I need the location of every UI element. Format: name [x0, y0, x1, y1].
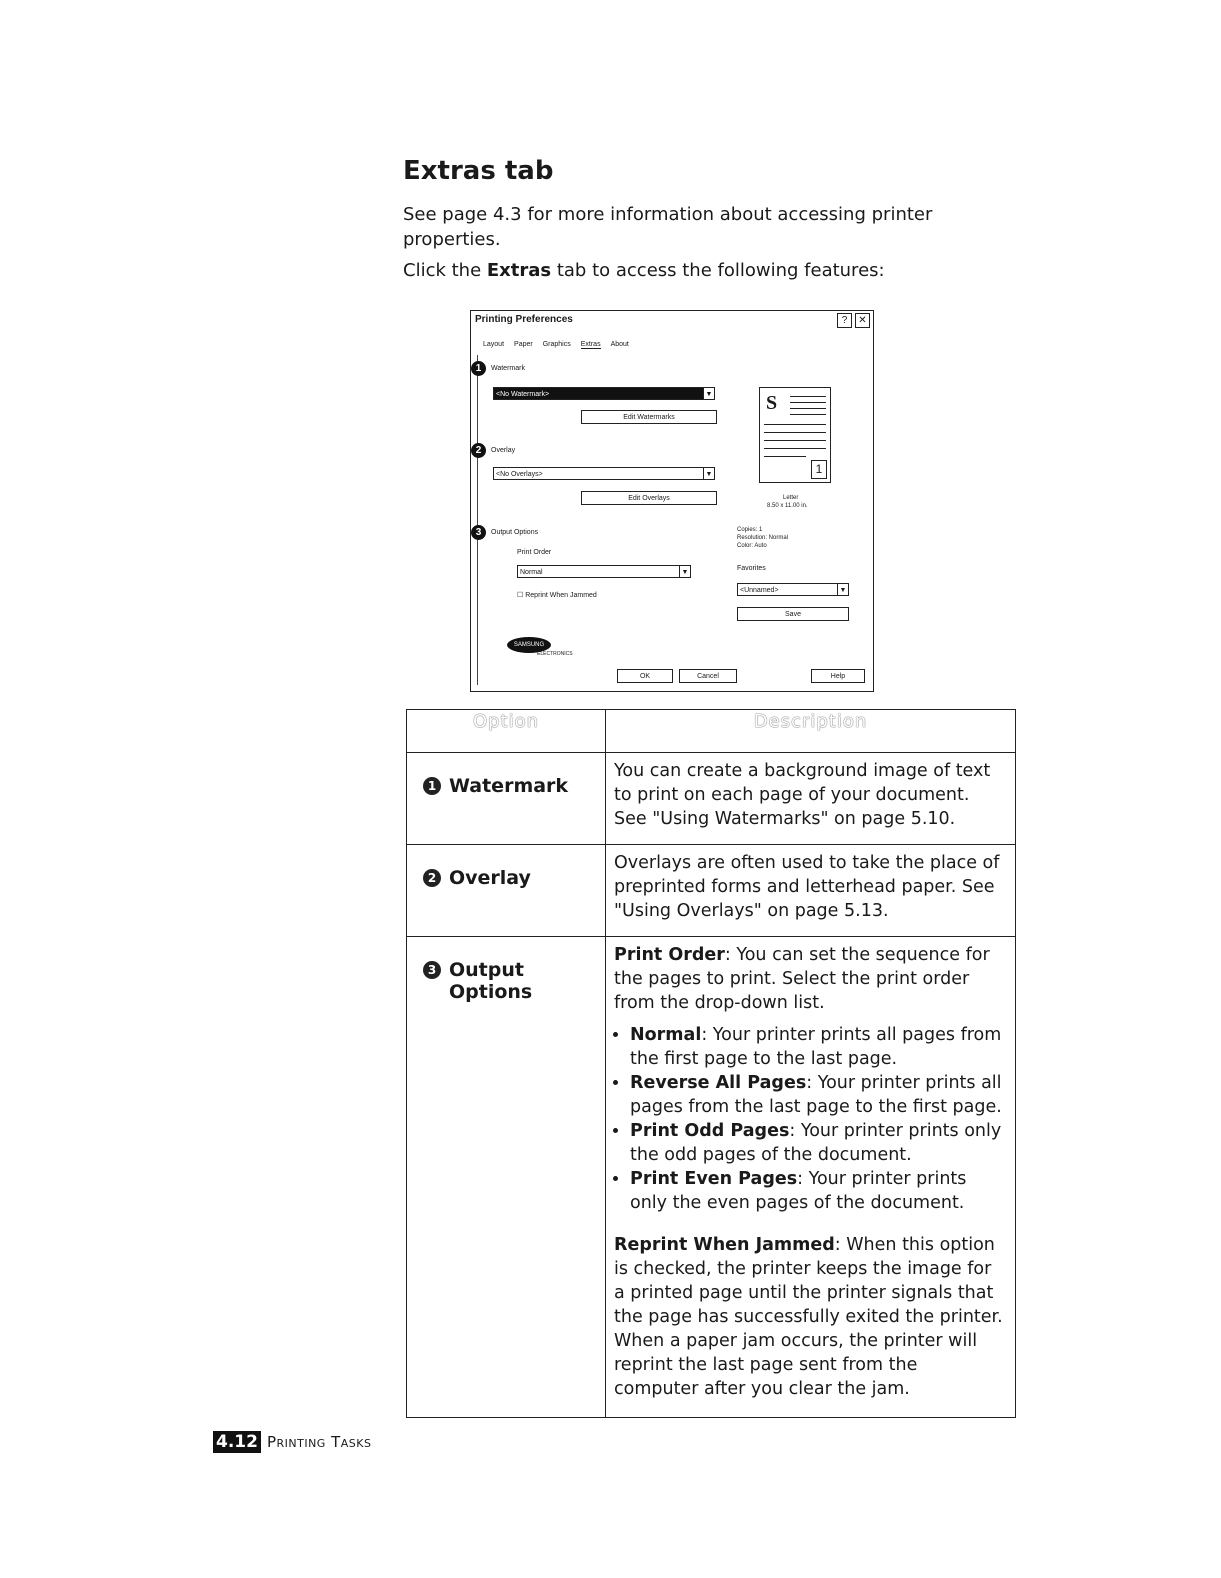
list-item: [630, 1023, 1007, 1071]
printing-preferences-dialog: [470, 310, 874, 692]
callout-badge-2: 2: [471, 443, 486, 458]
section-heading: Extras tab: [403, 156, 554, 186]
tab-layout[interactable]: Layout: [483, 341, 505, 348]
dialog-title: Printing Preferences: [475, 314, 573, 325]
watermark-select[interactable]: [493, 387, 715, 400]
resolution-info: Resolution: Normal: [737, 535, 789, 541]
reprint-paragraph: [614, 1233, 1007, 1401]
tab-about[interactable]: About: [610, 341, 629, 348]
preview-line: [790, 414, 826, 415]
option-cell: [407, 937, 606, 1418]
favorites-label: Favorites: [737, 565, 766, 572]
table-row: [407, 753, 1016, 845]
table-row: [407, 937, 1016, 1418]
bullet-text: : Your printer prints only the even pages of the document.: [630, 1169, 967, 1213]
list-item: [630, 1119, 1007, 1167]
output-options-label: Output Options: [491, 529, 539, 536]
overlay-select[interactable]: [493, 467, 715, 480]
preview-line: [790, 402, 826, 403]
option-header: Option: [407, 710, 606, 753]
watermark-select-value: <No Watermark>: [496, 391, 550, 398]
preview-letter: S: [766, 392, 778, 414]
bullet-text: : Your printer prints all pages from the first page to the last page.: [630, 1025, 1002, 1069]
overlay-label: Overlay: [491, 447, 516, 454]
table-row: [407, 845, 1016, 937]
cancel-button[interactable]: Cancel: [679, 669, 737, 683]
edit-watermarks-button[interactable]: Edit Watermarks: [581, 410, 717, 424]
bullet-text: : Your printer prints all pages from the last page to the first page.: [630, 1073, 1002, 1117]
reprint-term: Reprint When Jammed: [614, 1235, 835, 1255]
bullet-term: Print Even Pages: [630, 1169, 798, 1189]
chevron-down-icon: ▼: [679, 566, 690, 577]
dialog-tabs: [483, 341, 629, 349]
watermark-label: Watermark: [491, 365, 525, 372]
tab-graphics[interactable]: Graphics: [542, 341, 571, 348]
preview-line: [764, 440, 826, 441]
print-order-paragraph: [614, 943, 1007, 1015]
page-number: 4.12: [213, 1431, 261, 1453]
print-order-label: Print Order: [517, 549, 552, 556]
chevron-down-icon: ▼: [703, 388, 714, 399]
description-cell: [606, 937, 1016, 1418]
chevron-down-icon: ▼: [703, 468, 714, 479]
dialog-title-buttons: [837, 313, 870, 328]
copies-info: Copies: 1: [737, 527, 763, 533]
features-table: [406, 709, 1016, 1418]
table-header-row: [407, 710, 1016, 753]
favorites-value: <Unnamed>: [740, 587, 779, 594]
option-number-badge: 1: [423, 777, 441, 795]
edit-overlays-button[interactable]: Edit Overlays: [581, 491, 717, 505]
list-item: [630, 1071, 1007, 1119]
description-header: Description: [606, 710, 1016, 753]
intro-suffix: tab to access the following features:: [551, 260, 885, 281]
print-order-select[interactable]: [517, 565, 691, 578]
reprint-text: : When this option is checked, the printer keeps the image for a printed page until the printer signals that the page has successfully exited the printer. When a paper jam occurs, the printer will reprint the last page sent from the computer after you clear the jam.: [614, 1235, 1003, 1399]
option-cell: [407, 753, 606, 845]
bullet-term: Print Odd Pages: [630, 1121, 790, 1141]
print-order-value: Normal: [520, 569, 543, 576]
bullet-term: Reverse All Pages: [630, 1073, 807, 1093]
save-button[interactable]: Save: [737, 607, 849, 621]
paper-name: Letter: [783, 495, 799, 501]
description-cell: You can create a background image of text to print on each page of your document. See "Using Watermarks" on page 5.10.: [606, 753, 1016, 845]
print-order-term: Print Order: [614, 945, 725, 965]
reprint-label: Reprint When Jammed: [525, 592, 597, 599]
overlay-select-value: <No Overlays>: [496, 471, 543, 478]
intro-paragraph: See page 4.3 for more information about accessing printer properties.: [403, 204, 933, 250]
option-number-badge: 3: [423, 961, 441, 979]
reprint-checkbox-row[interactable]: [517, 591, 597, 599]
chevron-down-icon: ▼: [837, 584, 848, 595]
print-order-text: : You can set the sequence for the pages to print. Select the print order from the drop-down list.: [614, 945, 990, 1013]
tab-paper[interactable]: Paper: [514, 341, 533, 348]
close-icon[interactable]: ✕: [855, 313, 870, 328]
callout-badge-1: 1: [471, 361, 486, 376]
color-info: Color: Auto: [737, 543, 767, 549]
option-cell: [407, 845, 606, 937]
preview-line: [764, 432, 826, 433]
option-label: Output Options: [449, 959, 533, 1003]
option-label: Overlay: [449, 867, 531, 889]
description-cell: Overlays are often used to take the place of preprinted forms and letterhead paper. See "Using Overlays" on page 5.13.: [606, 845, 1016, 937]
preview-line: [764, 448, 826, 449]
logo-subtext: ELECTRONICS: [537, 651, 573, 657]
bullet-term: Normal: [630, 1025, 702, 1045]
list-item: [630, 1167, 1007, 1215]
bullet-text: : Your printer prints only the odd pages of the document.: [630, 1121, 1002, 1165]
tab-extras[interactable]: Extras: [580, 341, 601, 348]
intro-bold: Extras: [486, 260, 552, 281]
samsung-logo: SAMSUNG: [507, 637, 551, 653]
paper-size: 8.50 x 11.00 in.: [767, 503, 808, 509]
preview-line: [790, 408, 826, 409]
option-label: Watermark: [449, 775, 569, 797]
preview-line: [764, 424, 826, 425]
option-number-badge: 2: [423, 869, 441, 887]
preview-page-number: 1: [811, 460, 827, 479]
preview-line: [764, 456, 806, 457]
help-icon[interactable]: ?: [837, 313, 852, 328]
ok-button[interactable]: OK: [617, 669, 673, 683]
callout-badge-3: 3: [471, 525, 486, 540]
intro-prefix: Click the: [403, 260, 487, 281]
help-button[interactable]: Help: [811, 669, 865, 683]
checkbox-icon[interactable]: ☐: [517, 592, 524, 599]
preview-line: [790, 396, 826, 397]
section-title: Printing Tasks: [266, 1433, 372, 1451]
page-footer: [213, 1431, 371, 1453]
page-preview: [759, 387, 831, 483]
favorites-select[interactable]: [737, 583, 849, 596]
intro-instruction: [403, 260, 885, 281]
print-order-list: [614, 1023, 1007, 1215]
